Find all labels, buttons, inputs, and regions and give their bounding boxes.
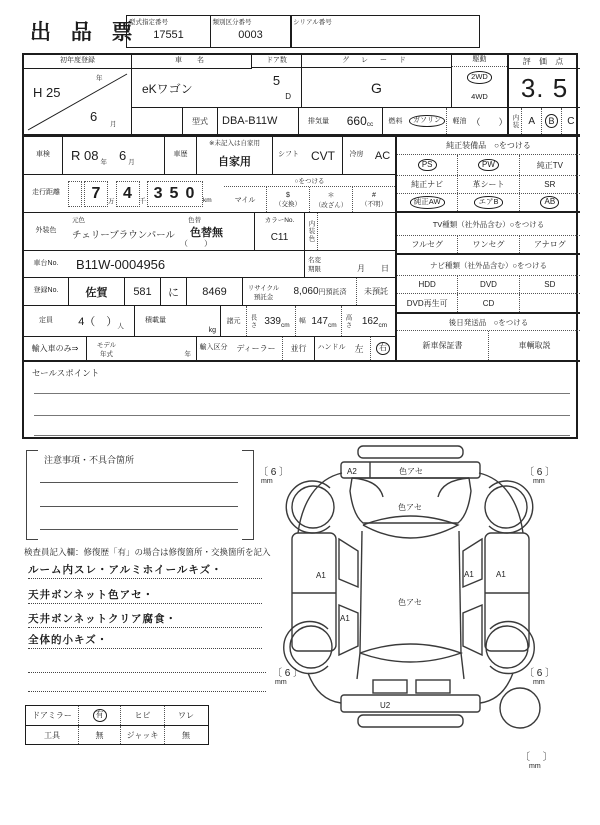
mark-fade-roof: 色アセ	[398, 598, 422, 607]
vehicle-manual: 車輌取説	[488, 331, 580, 360]
spare-tire	[500, 688, 540, 728]
inspector-line-empty-2	[28, 677, 266, 692]
equip-tv: 純正TV	[519, 155, 580, 175]
drive-cell: 駆動 2WD 4WD	[452, 55, 507, 107]
exterior-colors: 元色 チェリーブラウンパール 色替 色替無 （ ）	[72, 217, 223, 248]
model-year-cell: 年	[184, 351, 191, 358]
mark-fade-bumper: 色アセ	[399, 467, 423, 476]
color-no-cell: カラーNo. C11	[254, 213, 304, 250]
capacity-row: 定員 4（ ） 人 積載量 kg 諸元 長さ 339 cm 幅 147 cm 高さ 162 cm	[24, 305, 395, 336]
first-reg-label: 初年度登録	[24, 55, 132, 69]
rating-score: 3. 5	[520, 72, 569, 103]
tv-type-row	[397, 235, 580, 253]
opt-hash: # （不明）	[352, 187, 395, 212]
rear-bumper	[341, 695, 480, 712]
opt-ast: ＊ （改ざん）	[309, 187, 352, 212]
bracket-right	[242, 450, 254, 540]
mirror-exists-selected: 有	[93, 709, 107, 722]
navi-type-row	[397, 275, 580, 293]
disp-value: 660 cc	[346, 114, 374, 128]
opt-dollar: $ （交換）	[266, 187, 309, 212]
inspector-line-3: 天井ボンネットクリア腐食・	[28, 611, 262, 628]
windshield	[363, 516, 458, 538]
car-name-label: 車 名	[132, 55, 252, 69]
shaken-date: R 08 年 6 月	[62, 137, 164, 174]
equipment-row-1	[397, 155, 580, 175]
equipment-column: 純正装備品 ○をつける PS PW 純正TV 純正ナビ 革シート SR 純正AW エアB AB TV種類（社外品含む）○をつける フルセグ ワンセグ アナログ ナビ種類（社外品含む）○をつける HDD DVD SD DVD再生可 CD 後日発送品 ○をつける 新車保証書 車輌取説	[395, 137, 580, 360]
rear-window	[360, 644, 461, 662]
recycle-unpaid: 未預託	[356, 278, 395, 305]
chassis-row: 車台No. B11W-0004956 名変 期限 月 日	[24, 250, 395, 277]
ac-value: AC	[374, 149, 391, 162]
load-cell: kg	[208, 327, 216, 334]
tread-front-left: 〔 6 〕 mm	[258, 467, 290, 485]
inspector-line-1: ルーム内スレ・アルミホイールキズ・	[28, 562, 262, 579]
color-no: C11	[270, 231, 289, 243]
car-name-cell: eKワゴン	[142, 82, 193, 96]
rename-limit-cell: 名変 期限 月 日	[304, 251, 395, 277]
fuel-gas-selected: ガソリン	[409, 115, 445, 126]
reg-class: 581	[124, 278, 160, 305]
inspector-line-empty-1	[28, 658, 266, 673]
bracket-left	[26, 450, 38, 540]
inspector-line-2: 天井ボンネット色アセ・	[28, 587, 262, 604]
media-blank	[519, 294, 580, 312]
tv-analog: アナログ	[519, 236, 580, 253]
width-value: 147 cm	[311, 315, 337, 329]
exterior-row: 外装色 元色 チェリーブラウンパール 色替 色替無 （ ） カラーNo. C11 内装色	[24, 212, 395, 250]
doors-cell: ドア数 5 D	[252, 55, 302, 107]
mileage-unit-options: ○をつける マイル $ （交換） ＊ （改ざん） # （不明）	[224, 175, 395, 212]
equip-ab-selected: AB	[540, 196, 559, 209]
dvd-play: DVD再生可	[406, 298, 448, 308]
mark-a1-right-door: A1	[496, 570, 506, 579]
disp-label: 排気量	[298, 108, 338, 134]
rear-left-wheel	[290, 626, 332, 668]
equip-pw-selected: PW	[478, 159, 499, 172]
model-value: DBA-B11W	[222, 115, 278, 127]
fuel-diesel: 軽油	[446, 108, 472, 134]
equip-leather: 革シート	[457, 176, 518, 193]
mark-fade-hood: 色アセ	[398, 503, 422, 512]
equip-sr: SR	[519, 176, 580, 193]
interior-color-cell: 内装色	[304, 213, 395, 250]
tools-row: 工具 無 ジャッキ 無	[26, 726, 208, 744]
rear-deck-right	[416, 680, 450, 693]
equip-airb-selected: エアB	[474, 196, 502, 208]
inspector-line-4: 全体的小キズ・	[28, 632, 262, 649]
recycle-label: リサイクル 預託金	[242, 278, 284, 305]
tv-oneseg: ワンセグ	[457, 236, 518, 253]
reg-kana: に	[160, 278, 186, 305]
cd: CD	[457, 294, 518, 312]
model-year-label: モデル 年式	[86, 337, 126, 360]
equipment-row-3	[397, 193, 580, 211]
model-displacement-strip	[132, 107, 507, 134]
rear-right-wheel	[486, 626, 528, 668]
equip-aw-selected: 純正AW	[410, 196, 445, 208]
equip-ps-selected: PS	[418, 159, 437, 172]
first-reg-year: H 25	[33, 85, 61, 100]
equipment-row-2	[397, 175, 580, 193]
media-row	[397, 293, 580, 312]
interior-c: C	[561, 108, 580, 134]
handle-right-selected: 右	[376, 342, 390, 355]
caution-block: 注意事項・不具合箇所	[26, 450, 254, 540]
car-damage-diagram	[278, 443, 580, 775]
height-value: 162 cm	[361, 315, 388, 329]
mirror-tools-table	[25, 705, 209, 745]
doors-value: 5	[272, 72, 281, 88]
tread-rear-left: 〔 6 〕 mm	[272, 668, 304, 686]
tread-spare: 〔 〕 mm	[520, 752, 553, 770]
navi-hdd: HDD	[418, 280, 436, 289]
import-dealer: ディーラー	[236, 344, 276, 353]
length-value: 339 cm	[264, 315, 290, 329]
mark-a1-left-door: A1	[316, 571, 326, 580]
fuel-label: 燃料	[382, 108, 408, 134]
tv-fullseg: フルセグ	[411, 240, 443, 249]
model-label: 型式	[182, 108, 218, 134]
interior-grade-row: 内装 A B C	[507, 107, 580, 134]
interior-b-selected: B	[545, 114, 558, 128]
original-color: チェリーブラウンパール	[72, 230, 175, 241]
import-parallel: 並行	[282, 337, 314, 360]
grade-cell: グ レ ー ド G	[302, 55, 452, 107]
page-title: 出 品 票	[30, 21, 140, 44]
field-model-code: 型式指定番号 17551	[126, 15, 211, 48]
interior-a: A	[528, 115, 535, 127]
reg-number: 8469	[186, 278, 242, 305]
grade-value: G	[371, 79, 382, 96]
mark-a1-right-sill: A1	[464, 570, 474, 579]
shaken-row: 車検 R 08 年 6 月 車歴 ※未記入は自家用 自家用 シフト CVT 冷房 AC	[24, 137, 395, 174]
rating-box: 評 価 点 3. 5	[507, 55, 580, 107]
shift-value: CVT	[311, 148, 335, 163]
inspector-note: 検査員記入欄：修復歴「有」の場合は修復箇所・交換箇所を記入	[24, 547, 271, 557]
first-reg-cell: 年 H 25 6 月	[24, 69, 132, 134]
header-code-boxes	[126, 15, 480, 48]
mileage-digits: 7 万 4 千 350 km	[68, 175, 224, 212]
capacity-value: 4（ ） 人	[78, 316, 124, 330]
first-reg-month: 6	[90, 109, 98, 124]
mark-a1-left-rear: A1	[340, 614, 350, 623]
rear-edge	[358, 715, 463, 727]
shipping-row	[397, 330, 580, 360]
field-class-code: 類別区分番号 0003	[210, 15, 292, 48]
left-door-panel	[292, 533, 336, 651]
reg-area: 佐賀	[68, 278, 124, 305]
mark-u2: U2	[380, 701, 391, 710]
front-edge	[358, 446, 463, 458]
navi-dvd: DVD	[457, 276, 518, 293]
drive-4wd: 4WD	[471, 92, 488, 101]
recycle-paid: 8,060 円預託済	[293, 286, 347, 297]
tread-rear-right: 〔 6 〕 mm	[524, 668, 556, 686]
mileage-row: 走行距離 7 万 4 千 350 km ○をつける マイル $ （交換） ＊ （改ざん） # （不明）	[24, 174, 395, 212]
sales-point-box: セールスポイント	[24, 360, 580, 441]
tread-front-right: 〔 6 〕 mm	[524, 467, 556, 485]
main-form	[22, 53, 578, 439]
field-serial: シリアル番号	[290, 15, 480, 48]
repaint-status: 色替無	[190, 227, 223, 239]
import-row: 輸入車のみ⇒ モデル 年式 年 輸入区分 ディーラー 並行 ハンドル 左 右	[24, 336, 395, 360]
history-cell: ※未記入は自家用 自家用	[196, 137, 272, 174]
equip-navi: 純正ナビ	[411, 180, 444, 189]
front-right-wheel	[485, 486, 527, 528]
handle-left: 左	[354, 344, 364, 354]
chassis-no: B11W-0004956	[76, 256, 166, 272]
mark-a2: A2	[347, 467, 357, 476]
drive-2wd-selected: 2WD	[467, 71, 492, 83]
fuel-paren: （ ）	[471, 116, 508, 127]
navi-sd: SD	[519, 276, 580, 293]
warranty-book: 新車保証書	[422, 341, 463, 350]
registration-row: 登録No. 佐賀 581 に 8469 リサイクル 預託金 8,060 円預託済 未預託	[24, 277, 395, 305]
mirror-row: ドアミラー 有 ヒビ ワレ	[26, 706, 208, 726]
rear-deck-left	[373, 680, 407, 693]
